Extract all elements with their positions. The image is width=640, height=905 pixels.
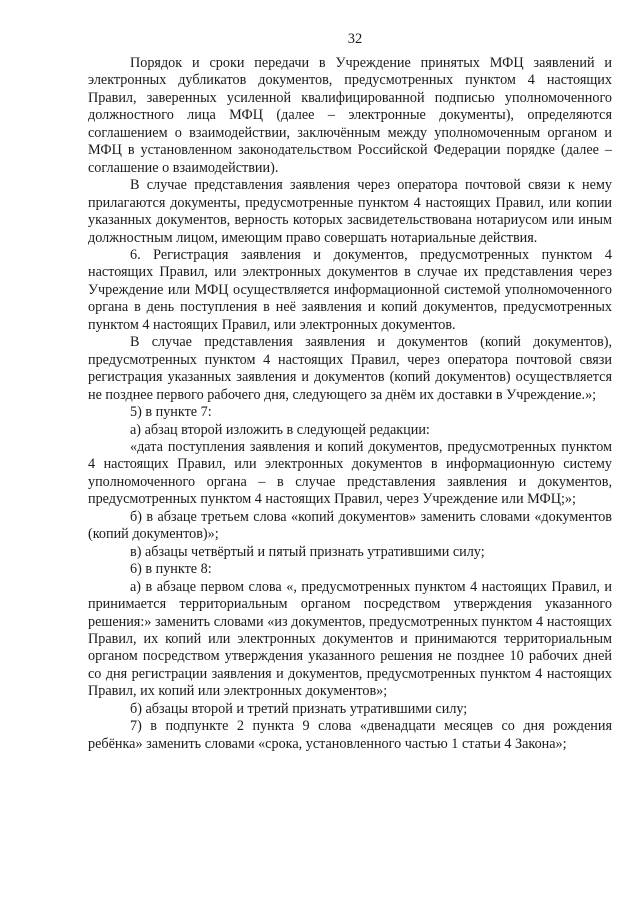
paragraph: 6) в пункте 8: xyxy=(130,561,212,578)
paragraph: а) в абзаце первом слова «, предусмотренных пунктом 4 настоящих Правил, и принимается территориальным органом посредством утверждения указанного решения:» заменить словами «из документов, предусмотренных пунктом 4 настоящих Правил, их копий или электронных документов и принимаются территориальным органом посредством утверждения указанного решения не позднее 10 рабочих дней со дня регистрации заявления и документов, предусмотренных пунктом 4 настоящих Правил, их копий или электронных документов»; xyxy=(88,578,612,700)
paragraph: б) абзацы второй и третий признать утратившими силу; xyxy=(130,700,468,717)
paragraph: в) абзацы четвёртый и пятый признать утратившими силу; xyxy=(130,543,485,560)
paragraph: В случае представления заявления и документов (копий документов), предусмотренных пунктом 4 настоящих Правил, через оператора почтовой связи регистрация указанных заявления и документов (копий документов) осуществляется не позднее первого рабочего дня, следующего за днём их доставки в Учреждение.»; xyxy=(88,334,612,403)
paragraph: Порядок и сроки передачи в Учреждение принятых МФЦ заявлений и электронных дубликатов документов, предусмотренных пунктом 4 настоящих Правил, заверенных усиленной квалифицированной подписью уполномоченного должностного лица МФЦ (далее – электронные документы), определяются соглашением о взаимодействии, заключённым между уполномоченным органом и МФЦ в установленном законодательством Российской Федерации порядке (далее – соглашение о взаимодействии). xyxy=(88,55,612,176)
paragraph: б) в абзаце третьем слова «копий документов» заменить словами «документов (копий документов)»; xyxy=(88,508,612,543)
page-number: 32 xyxy=(347,31,363,47)
paragraph: 6. Регистрация заявления и документов, предусмотренных пунктом 4 настоящих Правил, или электронных документов в случае их представления через Учреждение или МФЦ осуществляется информационной системой уполномоченного органа в день поступления в неё заявления и копий документов, предусмотренных пунктом 4 настоящих Правил, или электронных документов. xyxy=(88,246,612,333)
paragraph: В случае представления заявления через оператора почтовой связи к нему прилагаются документы, предусмотренные пунктом 4 настоящих Правил, или копии указанных документов, верность которых засвидетельствована нотариусом или иным должностным лицом, имеющим право совершать нотариальные действия. xyxy=(88,177,612,246)
paragraph: а) абзац второй изложить в следующей редакции: xyxy=(130,421,430,438)
document-body xyxy=(88,55,612,753)
paragraph: 7) в подпункте 2 пункта 9 слова «двенадцати месяцев со дня рождения ребёнка» заменить словами «срока, установленного частью 1 статьи 4 Закона»; xyxy=(88,718,612,752)
paragraph: «дата поступления заявления и копий документов, предусмотренных пунктом 4 настоящих Правил, или электронных документов в информационную систему уполномоченного органа – в случае представления заявления и документов, предусмотренных пунктом 4 настоящих Правил, через Учреждение или МФЦ;»; xyxy=(88,438,612,508)
paragraph: 5) в пункте 7: xyxy=(130,404,212,421)
